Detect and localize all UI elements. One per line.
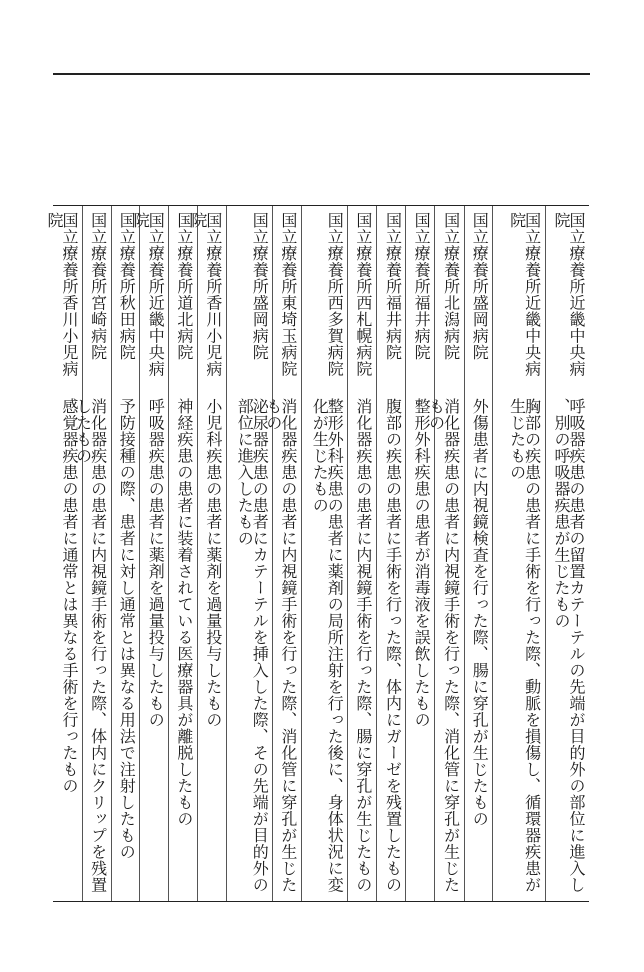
table-row: [263, 206, 301, 901]
table-row: [464, 206, 493, 901]
incident-description: 泌尿器疾患の患者にカテーテルを挿入した際、その先端が目的外の部位に進入したもの: [235, 398, 270, 893]
hospital-name: 国立療養所道北病院: [174, 212, 194, 361]
hospital-name: 国立療養所近畿中央病院: [131, 212, 166, 377]
incident-description: 消化器疾患の患者に内視鏡手術を行った際、消化管に穿孔が生じたもの: [263, 398, 298, 893]
table-row: [226, 206, 272, 901]
table-row: [301, 206, 347, 901]
table-row: [111, 206, 140, 901]
hospital-name: 国立療養所東埼玉病院: [278, 212, 298, 377]
hospital-name: 国立療養所盛岡病院: [470, 212, 490, 361]
incident-description: 消化器疾患の患者に内視鏡手術を行った際、消化管に穿孔が生じたもの: [426, 398, 461, 893]
hospital-name: 国立療養所北潟病院: [441, 212, 461, 361]
incident-description: 呼吸器疾患の患者の留置カテーテルの先端が目的外の部位に進入し、別の呼吸器疾患が生じたもの: [552, 398, 586, 893]
top-rule: [53, 73, 590, 75]
hospital-name: 国立療養所宮崎病院: [88, 212, 108, 361]
incident-description: 呼吸器疾患の患者に薬剤を過量投与したもの: [146, 398, 166, 728]
incident-description: 整形外科疾患の患者が消毒液を誤飲したもの: [412, 398, 432, 728]
hospital-name: 国立療養所西多賀病院: [325, 212, 345, 377]
incident-description: 予防接種の際、患者に対し通常とは異なる用法で注射したもの: [117, 398, 137, 860]
incident-description: 小児科疾患の患者に薬剤を過量投与したもの: [203, 398, 223, 728]
table-row: [376, 206, 406, 901]
hospital-name: 国立療養所秋田病院: [117, 212, 137, 361]
incident-description: 外傷患者に内視鏡検査を行った際、腸に穿孔が生じたもの: [470, 398, 490, 827]
hospital-name: 国立療養所近畿中央病院: [552, 212, 586, 377]
incident-description: 胸部の疾患の患者に手術を行った際、動脈を損傷し、循環器疾患が生じたもの: [507, 398, 542, 893]
table-row: [73, 206, 111, 901]
hospital-name: 国立療養所香川小児病院: [44, 212, 79, 377]
hospital-name: 国立療養所西札幌病院: [353, 212, 373, 377]
table-row: [188, 206, 226, 901]
table-row: [492, 206, 544, 901]
incident-description: 消化器疾患の患者に内視鏡手術を行った際、体内にクリップを残置したもの: [73, 398, 108, 893]
hospital-name: 国立療養所福井病院: [383, 212, 403, 361]
hospital-name: 国立療養所香川小児病院: [188, 212, 223, 377]
hospital-name: 国立療養所盛岡病院: [250, 212, 270, 361]
hospital-name: 国立療養所福井病院: [412, 212, 432, 361]
table-row: [545, 206, 589, 901]
incident-description: 腹部の疾患の患者に手術を行った際、体内にガーゼを残置したもの: [383, 398, 403, 893]
incident-description: 感覚器疾患の患者に通常とは異なる手術を行ったもの: [59, 398, 79, 794]
table-row: [168, 206, 197, 901]
table-row: [426, 206, 464, 901]
hospital-name: 国立療養所近畿中央病院: [507, 212, 542, 377]
table-row: [44, 206, 82, 901]
table-row: [347, 206, 376, 901]
incident-description: 整形外科疾患の患者に薬剤の局所注射を行った後に、身体状況に変化が生じたもの: [310, 398, 345, 893]
table-row: [131, 206, 168, 901]
table-row: [405, 206, 434, 901]
incident-table: [44, 205, 589, 902]
incident-description: 神経疾患の患者に装着されている医療器具が離脱したもの: [174, 398, 194, 827]
incident-description: 消化器疾患の患者に内視鏡手術を行った際、腸に穿孔が生じたもの: [353, 398, 373, 893]
